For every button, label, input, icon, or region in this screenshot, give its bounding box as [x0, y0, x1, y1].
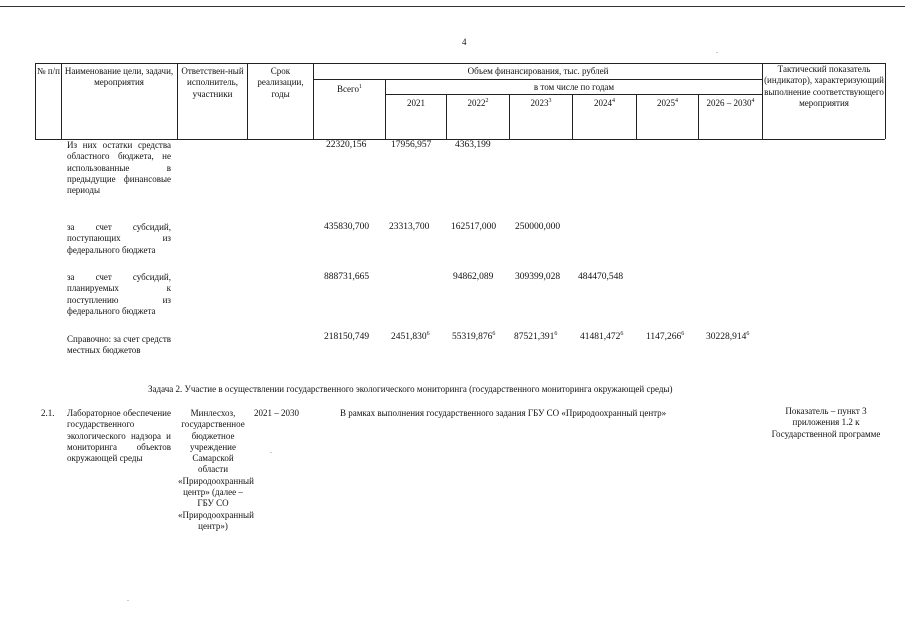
row-2023: 250000,000: [515, 222, 561, 232]
header-year-2026-2030: 2026 – 2030$^4$: [706, 98, 755, 108]
row-name: Справочно: за счет средств местных бюджетов: [67, 334, 171, 356]
scan-speck: .: [127, 594, 129, 603]
header-num: № п/п: [37, 66, 60, 76]
header-year-2023: 2023$^3$: [530, 98, 552, 108]
row-total: 22320,156: [326, 140, 367, 150]
row-2022: 4363,199: [455, 140, 491, 150]
item-name: Лабораторное обеспечение государственного экологического надзора и мониторинга объектов окружающей среды: [67, 408, 171, 464]
header-responsible: Ответствен-ный исполнитель, участники: [181, 66, 244, 99]
row-2022: 55319,876$^6$: [452, 330, 496, 342]
item-funding: В рамках выполнения государственного задания ГБУ СО «Природоохранный центр»: [340, 408, 667, 418]
row-total: 435830,700: [324, 222, 370, 232]
header-indicator: Тактический показатель (индикатор), характеризующий выполнение соответствующего мероприятия: [764, 64, 884, 108]
row-2024: 41481,472$^6$: [580, 330, 624, 342]
header-year-2024: 2024$^4$: [594, 98, 615, 108]
row-total: 888731,665: [324, 272, 370, 282]
header-term: Срок реализации, годы: [257, 66, 304, 99]
item-responsible: Минлесхоз, государственное бюджетное учреждение Самарской области «Природоохранный центр» (далее – ГБУ СО «Природоохранный центр»): [178, 408, 254, 531]
row-2021: 23313,700: [389, 222, 430, 232]
header-year-2021: 2021: [407, 98, 425, 108]
row-2025: 1147,266$^6$: [646, 330, 685, 342]
row-name: Из них остатки средства областного бюджета, не использованные в предыдущие финансовые периоды: [67, 140, 171, 196]
row-2026-2030: 30228,914$^6$: [706, 330, 750, 342]
row-2022: 162517,000: [451, 222, 497, 232]
scan-speck: .: [270, 446, 272, 455]
item-term: 2021 – 2030: [254, 408, 299, 418]
row-2022: 94862,089: [453, 272, 494, 282]
header-funding: Объем финансирования, тыс. рублей: [467, 66, 609, 76]
row-2024: 484470,548: [578, 272, 624, 282]
row-2023: 309399,028: [515, 272, 561, 282]
header-year-2022: 2022$^2$: [467, 98, 489, 108]
scan-speck: .: [716, 46, 718, 55]
row-total: 218150,749: [324, 332, 370, 342]
header-year-2025: 2025$^4$: [657, 98, 678, 108]
item-number: 2.1.: [41, 408, 55, 418]
task-2-heading: Задача 2. Участие в осуществлении государственного экологического мониторинга (государственного мониторинга окружающей среды): [148, 384, 673, 394]
row-2021: 17956,957: [391, 140, 432, 150]
top-rule: [0, 6, 905, 7]
page-number: 4: [462, 37, 467, 47]
row-name: за счет субсидий, планируемых к поступлению из федерального бюджета: [67, 272, 171, 316]
header-by-year: в том числе по годам: [533, 82, 615, 92]
header-name: Наименование цели, задачи, мероприятия: [64, 66, 174, 88]
header-total: Всего$^1$: [336, 84, 363, 94]
row-name: за счет субсидий, поступающих из федерального бюджета: [67, 222, 171, 255]
row-2023: 87521,391$^6$: [514, 330, 558, 342]
row-2021: 2451,830$^6$: [391, 330, 430, 342]
item-indicator: Показатель – пункт 3 приложения 1.2 к Государственной программе: [771, 406, 881, 439]
